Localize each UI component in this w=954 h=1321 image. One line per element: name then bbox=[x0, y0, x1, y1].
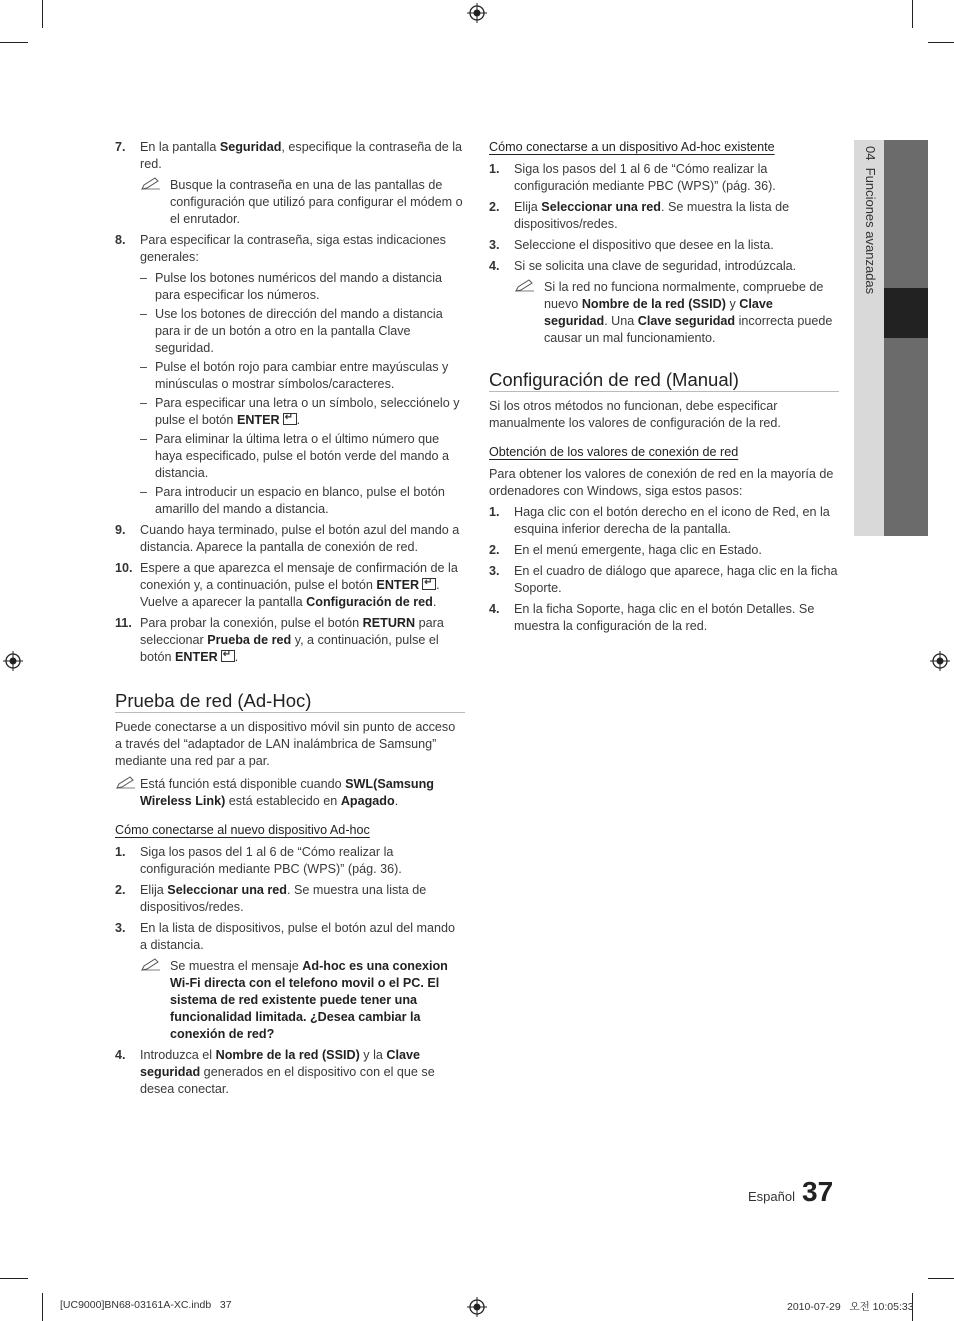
section-title: Prueba de red (Ad-Hoc) bbox=[115, 692, 465, 713]
left-column bbox=[115, 139, 465, 1102]
step-2: 2. Elija Seleccionar una red. Se muestra una lista de dispositivos/redes. bbox=[115, 883, 427, 914]
step-number: 7. bbox=[115, 140, 126, 154]
step-3: 3. En el cuadro de diálogo que aparece, haga clic en la ficha Soporte. bbox=[489, 564, 838, 595]
crop-mark bbox=[928, 1278, 954, 1279]
print-timestamp: 2010-07-29 오전 10:05:33 bbox=[787, 1301, 914, 1313]
step-number: 8. bbox=[115, 233, 126, 247]
step-7: 7. En la pantalla Seguridad, especifique la contraseña de la red. bbox=[115, 140, 463, 171]
step-number: 3. bbox=[489, 564, 500, 578]
right-column bbox=[489, 139, 839, 639]
step-number: 2. bbox=[489, 200, 500, 214]
step-number: 11. bbox=[115, 616, 132, 630]
side-tab-active bbox=[884, 288, 928, 338]
step-1: 1. Siga los pasos del 1 al 6 de “Cómo realizar la configuración mediante PBC (WPS)” (pág. 36). bbox=[489, 162, 776, 193]
list-item: – Use los botones de dirección del mando a distancia para ir de un botón a otro en la pantalla Clave seguridad. bbox=[140, 306, 465, 357]
step-1: 1. Haga clic con el botón derecho en el icono de Red, en la esquina inferior derecha de la pantalla. bbox=[489, 505, 830, 536]
crop-mark bbox=[0, 42, 28, 43]
list-item: – Para eliminar la última letra o el último número que haya especificado, pulse el botón verde del mando a distancia. bbox=[140, 431, 465, 482]
step-3: 3. En la lista de dispositivos, pulse el botón azul del mando a distancia. bbox=[115, 921, 456, 952]
step-2: 2. Elija Seleccionar una red. Se muestra la lista de dispositivos/redes. bbox=[489, 200, 790, 231]
side-tab-strip bbox=[884, 140, 928, 536]
subsection-title: Cómo conectarse al nuevo dispositivo Ad-hoc bbox=[115, 823, 370, 837]
side-tab-label: 04 Funciones avanzadas bbox=[863, 146, 878, 295]
pencil-note-icon bbox=[140, 177, 162, 191]
step-number: 1. bbox=[489, 162, 500, 176]
section-title: Configuración de red (Manual) bbox=[489, 371, 839, 392]
paragraph: Si los otros métodos no funcionan, debe especificar manualmente los valores de configuración de la red. bbox=[489, 399, 781, 430]
footer-language: Español bbox=[748, 1189, 795, 1204]
crop-mark bbox=[42, 1293, 43, 1321]
step-number: 3. bbox=[115, 921, 126, 935]
note: Se muestra el mensaje Ad-hoc es una conexion Wi-Fi directa con el telefono movil o el PC. El sistema de red existente puede tener una funcionalidad limitada. ¿Desea cambiar la conexión de red? bbox=[140, 958, 465, 1043]
step-number: 1. bbox=[489, 505, 500, 519]
step-4: 4. Introduzca el Nombre de la red (SSID) y la Clave seguridad generados en el dispositivo con el que se desea conectar. bbox=[115, 1048, 435, 1096]
step-2: 2. En el menú emergente, haga clic en Estado. bbox=[489, 543, 762, 557]
registration-mark-icon bbox=[467, 1297, 487, 1317]
note: Está función está disponible cuando SWL(Samsung Wireless Link) está establecido en Apagado. bbox=[115, 776, 465, 810]
note: Si la red no funciona normalmente, compruebe de nuevo Nombre de la red (SSID) y Clave seguridad. Una Clave seguridad incorrecta puede causar un mal funcionamiento. bbox=[514, 279, 839, 347]
subsection-title: Obtención de los valores de conexión de red bbox=[489, 445, 739, 459]
paragraph: Puede conectarse a un dispositivo móvil sin punto de acceso a través del “adaptador de LAN inalámbrica de Samsung” mediante una red par a par. bbox=[115, 720, 456, 768]
pencil-note-icon bbox=[115, 776, 137, 790]
step-4: 4. En la ficha Soporte, haga clic en el botón Detalles. Se muestra la configuración de la red. bbox=[489, 602, 815, 633]
step-number: 4. bbox=[489, 259, 500, 273]
step-number: 2. bbox=[489, 543, 500, 557]
step-10: 10. Espere a que aparezca el mensaje de confirmación de la conexión y, a continuación, pulse el botón ENTER↵ . Vuelve a aparecer la pantalla Configuración de red. bbox=[115, 560, 465, 611]
page-number: 37 bbox=[802, 1176, 834, 1207]
pencil-note-icon bbox=[140, 958, 162, 972]
step-9: 9. Cuando haya terminado, pulse el botón azul del mando a distancia. Aparece la pantalla de conexión de red. bbox=[115, 523, 460, 554]
crop-mark bbox=[0, 1278, 28, 1279]
enter-icon bbox=[283, 413, 297, 425]
step-8: 8. Para especificar la contraseña, siga estas indicaciones generales: bbox=[115, 233, 446, 264]
step-4: 4. Si se solicita una clave de seguridad, introdúzcala. bbox=[489, 259, 797, 273]
note: Busque la contraseña en una de las pantallas de configuración que utilizó para configurar el módem o el enrutador. bbox=[140, 177, 465, 228]
step-number: 9. bbox=[115, 523, 126, 537]
crop-mark bbox=[42, 0, 43, 28]
list-item: – Para especificar una letra o un símbolo, selecciónelo y pulse el botón ENTER↵ . bbox=[140, 395, 465, 429]
list-item: – Para introducir un espacio en blanco, pulse el botón amarillo del mando a distancia. bbox=[140, 484, 465, 518]
crop-mark bbox=[912, 0, 913, 28]
subsection-title: Cómo conectarse a un dispositivo Ad-hoc existente bbox=[489, 140, 775, 154]
enter-icon bbox=[422, 578, 436, 590]
list-item: – Pulse el botón rojo para cambiar entre mayúsculas y minúsculas o mostrar símbolos/caracteres. bbox=[140, 359, 465, 393]
crop-mark bbox=[928, 42, 954, 43]
list-item: – Pulse los botones numéricos del mando a distancia para especificar los números. bbox=[140, 270, 465, 304]
pencil-note-icon bbox=[514, 279, 536, 293]
step-number: 4. bbox=[489, 602, 500, 616]
step-number: 10. bbox=[115, 561, 133, 575]
enter-icon bbox=[221, 650, 235, 662]
step-3: 3. Seleccione el dispositivo que desee en la lista. bbox=[489, 238, 774, 252]
registration-mark-icon bbox=[3, 651, 23, 671]
registration-mark-icon bbox=[467, 3, 487, 23]
step-number: 4. bbox=[115, 1048, 126, 1062]
registration-mark-icon bbox=[930, 651, 950, 671]
step-11: 11. Para probar la conexión, pulse el botón RETURN para seleccionar Prueba de red y, a continuación, pulse el botón ENTER↵ . bbox=[115, 615, 465, 666]
step-1: 1. Siga los pasos del 1 al 6 de “Cómo realizar la configuración mediante PBC (WPS)” (pág. 36). bbox=[115, 845, 402, 876]
step-number: 3. bbox=[489, 238, 500, 252]
step-number: 1. bbox=[115, 845, 126, 859]
step-number: 2. bbox=[115, 883, 126, 897]
print-file-info: [UC9000]BN68-03161A-XC.indb 37 bbox=[60, 1299, 232, 1311]
paragraph: Para obtener los valores de conexión de red en la mayoría de ordenadores con Windows, siga estos pasos: bbox=[489, 467, 834, 498]
